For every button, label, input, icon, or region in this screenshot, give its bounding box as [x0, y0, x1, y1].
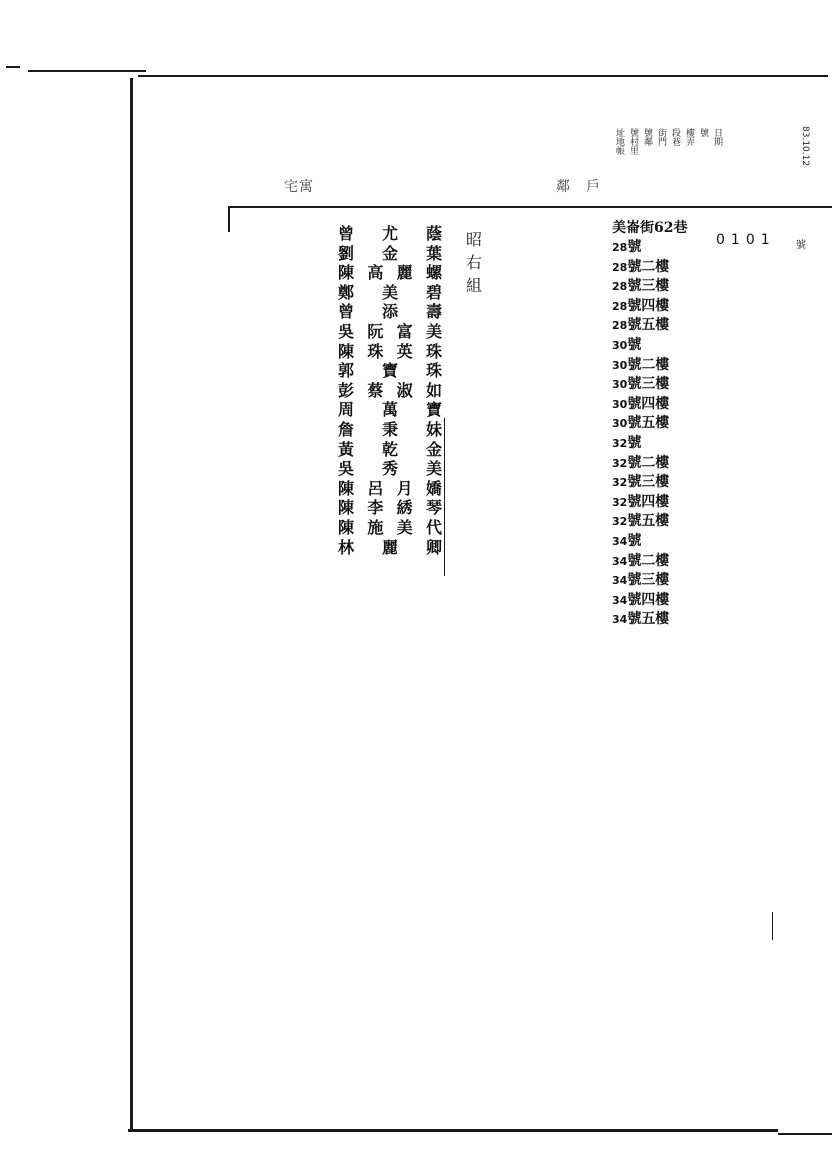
resident-name: 詹 秉 妹	[338, 419, 442, 439]
resident-name: 劉 金 葉	[338, 243, 442, 263]
resident-name: 曾 尤 蔭	[338, 224, 442, 243]
frame-bottom-line	[128, 1129, 778, 1132]
resident-name: 郭 寶 珠	[338, 361, 442, 381]
resident-name: 陳 施 美 代	[338, 517, 442, 537]
address-row: 32號二樓	[612, 454, 670, 471]
address-row: 28號	[612, 239, 642, 255]
resident-name: 林 麗 卿	[338, 537, 442, 557]
stamp-column: 街門	[656, 128, 666, 146]
stamp-column: 日期	[712, 128, 722, 146]
stamp-column: 號村里	[628, 128, 638, 155]
resident-name: 鄭 美 碧	[338, 282, 442, 302]
stamp-column: 樓弄	[684, 128, 694, 146]
frame-bottom-right-line	[778, 1133, 832, 1135]
address-row: 30號	[612, 336, 642, 353]
resident-name: 黃 乾 金	[338, 439, 442, 459]
resident-name: 彭 蔡 淑 如	[338, 380, 442, 400]
address-row: 28號二樓	[612, 258, 670, 275]
address-row: 28號四樓	[612, 297, 670, 314]
top-margin-rule	[28, 70, 146, 72]
address-row: 30號四樓	[612, 395, 670, 412]
address-row: 30號五樓	[612, 415, 670, 432]
resident-name: 陳 李 綉 琴	[338, 498, 442, 518]
address-row: 34號二樓	[612, 552, 670, 569]
margin-rule	[6, 66, 20, 68]
street-name: 美崙街62巷	[612, 220, 688, 236]
table-top-line	[228, 206, 832, 208]
address-row: 28號五樓	[612, 317, 670, 334]
names-column-divider	[444, 418, 445, 576]
frame-top-line	[138, 75, 828, 77]
address-row: 34號五樓	[612, 611, 670, 628]
page-suffix: 號	[796, 240, 806, 251]
address-row: 30號三樓	[612, 376, 670, 393]
page-number: 0101	[716, 232, 776, 248]
group-label: 昭 右 組	[466, 230, 547, 295]
edge-tick	[772, 912, 773, 940]
address-row: 34號四樓	[612, 591, 670, 608]
address-row: 34號	[612, 532, 642, 549]
address-row: 34號三樓	[612, 572, 670, 589]
stamp-column: 號鄰	[642, 128, 652, 146]
address-row: 32號	[612, 434, 642, 451]
stamp-column: 段巷	[670, 128, 680, 146]
header-stamp-left: 宅寓	[284, 179, 314, 195]
resident-name: 陳 珠 英 珠	[338, 341, 442, 361]
address-row: 30號二樓	[612, 356, 670, 373]
stamp-date: 83.10.12	[800, 126, 810, 167]
address-column	[612, 218, 732, 630]
resident-name: 吳 阮 富 美	[338, 321, 442, 341]
stamp-column: 址地帳	[614, 128, 624, 155]
address-row: 28號三樓	[612, 278, 670, 295]
resident-name: 吳 秀 美	[338, 459, 442, 479]
resident-name: 曾 添 壽	[338, 302, 442, 322]
resident-names-column	[338, 224, 442, 557]
resident-name: 陳 高 麗 螺	[338, 263, 442, 283]
table-left-line	[228, 206, 230, 232]
stamp-column: 號	[698, 128, 708, 137]
resident-name: 陳 呂 月 嬌	[338, 478, 442, 498]
header-stamp-mid: 鄰 戶	[556, 179, 601, 195]
frame-left-line	[130, 78, 133, 1130]
address-row: 32號三樓	[612, 474, 670, 491]
address-row: 32號四樓	[612, 493, 670, 510]
address-row: 32號五樓	[612, 513, 670, 530]
resident-name: 周 萬 寶	[338, 400, 442, 420]
